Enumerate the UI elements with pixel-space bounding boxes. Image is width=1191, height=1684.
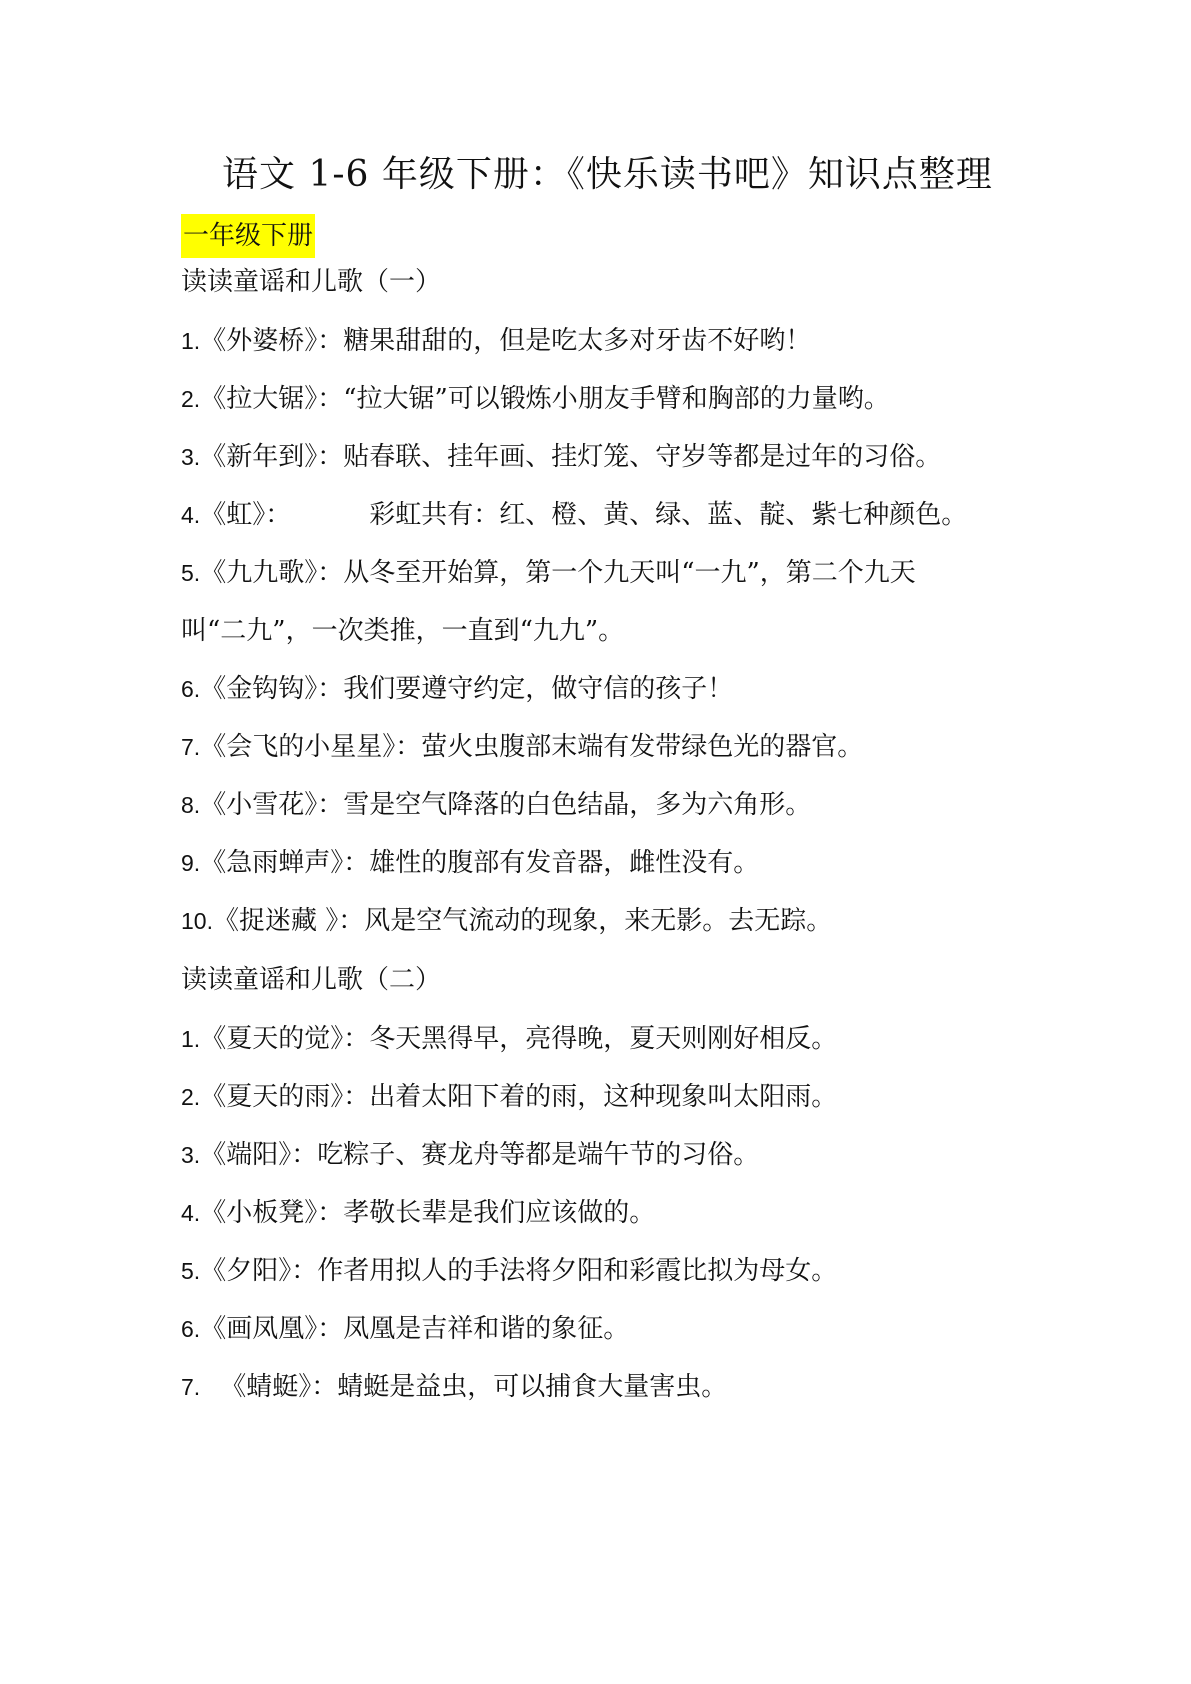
item-number: 3.: [181, 444, 201, 470]
list-item: [181, 553, 916, 593]
list-item: [181, 379, 890, 419]
item-text: 《画凤凰》：凤凰是吉祥和谐的象征。: [200, 1314, 630, 1344]
item-text: 《九九歌》：从冬至开始算，第一个九天叫“一九”，第二个九天: [200, 558, 916, 588]
item-number: 2.: [181, 1084, 201, 1110]
item-text: 《小雪花》：雪是空气降落的白色结晶，多为六角形。: [200, 790, 812, 820]
item-text: 《外婆桥》：糖果甜甜的，但是吃太多对牙齿不好哟！: [200, 326, 812, 356]
item-text: 《急雨蝉声》：雄性的腹部有发音器，雌性没有。: [200, 848, 760, 878]
list-item: [181, 843, 759, 883]
item-number: 1.: [181, 1026, 201, 1052]
item-text: 《蜻蜓》：蜻蜓是益虫，可以捕食大量害虫。: [220, 1372, 728, 1402]
item-text: 《虹》：: [200, 500, 292, 530]
item-text: 《金钩钩》：我们要遵守约定，做守信的孩子！: [200, 674, 734, 704]
item-number: 6.: [181, 1316, 201, 1342]
item-text: 《端阳》：吃粽子、赛龙舟等都是端午节的习俗。: [200, 1140, 760, 1170]
list-item: [181, 437, 941, 477]
item-number: 4.: [181, 1200, 201, 1226]
item-text: 《新年到》：贴春联、挂年画、挂灯笼、守岁等都是过年的习俗。: [200, 442, 942, 472]
document-title: 语文 1-6 年级下册：《快乐读书吧》知识点整理: [222, 154, 993, 195]
item-text: 《会飞的小星星》：萤火虫腹部末端有发带绿色光的器官。: [200, 732, 864, 762]
list-item: [181, 495, 967, 535]
item-text: 《夏天的雨》：出着太阳下着的雨，这种现象叫太阳雨。: [200, 1082, 838, 1112]
list-item: [181, 901, 832, 941]
grade-heading-highlighted: 一年级下册: [181, 214, 315, 258]
item-number: 1.: [181, 328, 201, 354]
list-item: [181, 1251, 837, 1291]
list-item: [181, 727, 863, 767]
item-text-continued: 彩虹共有：红、橙、黄、绿、蓝、靛、紫七种颜色。: [369, 500, 968, 530]
item-number: 5.: [181, 1258, 201, 1284]
item-number: 6.: [181, 676, 201, 702]
list-item: [181, 1019, 837, 1059]
item-text: 《拉大锯》：“拉大锯”可以锻炼小朋友手臂和胸部的力量哟。: [200, 384, 890, 414]
list-item: [181, 669, 733, 709]
item-number: 9.: [181, 850, 201, 876]
section-heading-1: 读读童谣和儿歌（一）: [181, 267, 442, 297]
list-item: [181, 321, 811, 361]
item-text: 《小板凳》：孝敬长辈是我们应该做的。: [200, 1198, 656, 1228]
item-number: 7.: [181, 1374, 201, 1400]
item-number: 10.: [181, 908, 213, 934]
item-text: 《夏天的觉》：冬天黑得早，亮得晚，夏天则刚好相反。: [200, 1024, 838, 1054]
list-item: [181, 1135, 759, 1175]
list-item-continuation: 叫“二九”，一次类推，一直到“九九”。: [181, 616, 625, 646]
item-number: 7.: [181, 734, 201, 760]
item-number: 2.: [181, 386, 201, 412]
item-number: 8.: [181, 792, 201, 818]
item-number: 5.: [181, 560, 201, 586]
list-item: [181, 1077, 837, 1117]
item-number: 4.: [181, 502, 201, 528]
section-heading-2: 读读童谣和儿歌（二）: [181, 965, 442, 995]
list-item: [181, 785, 811, 825]
list-item: [181, 1309, 629, 1349]
list-item: [181, 1367, 727, 1407]
item-number: 3.: [181, 1142, 201, 1168]
item-text: 《捉迷藏 》：风是空气流动的现象，来无影。去无踪。: [212, 906, 833, 936]
list-item: [181, 1193, 655, 1233]
item-text: 《夕阳》：作者用拟人的手法将夕阳和彩霞比拟为母女。: [200, 1256, 838, 1286]
